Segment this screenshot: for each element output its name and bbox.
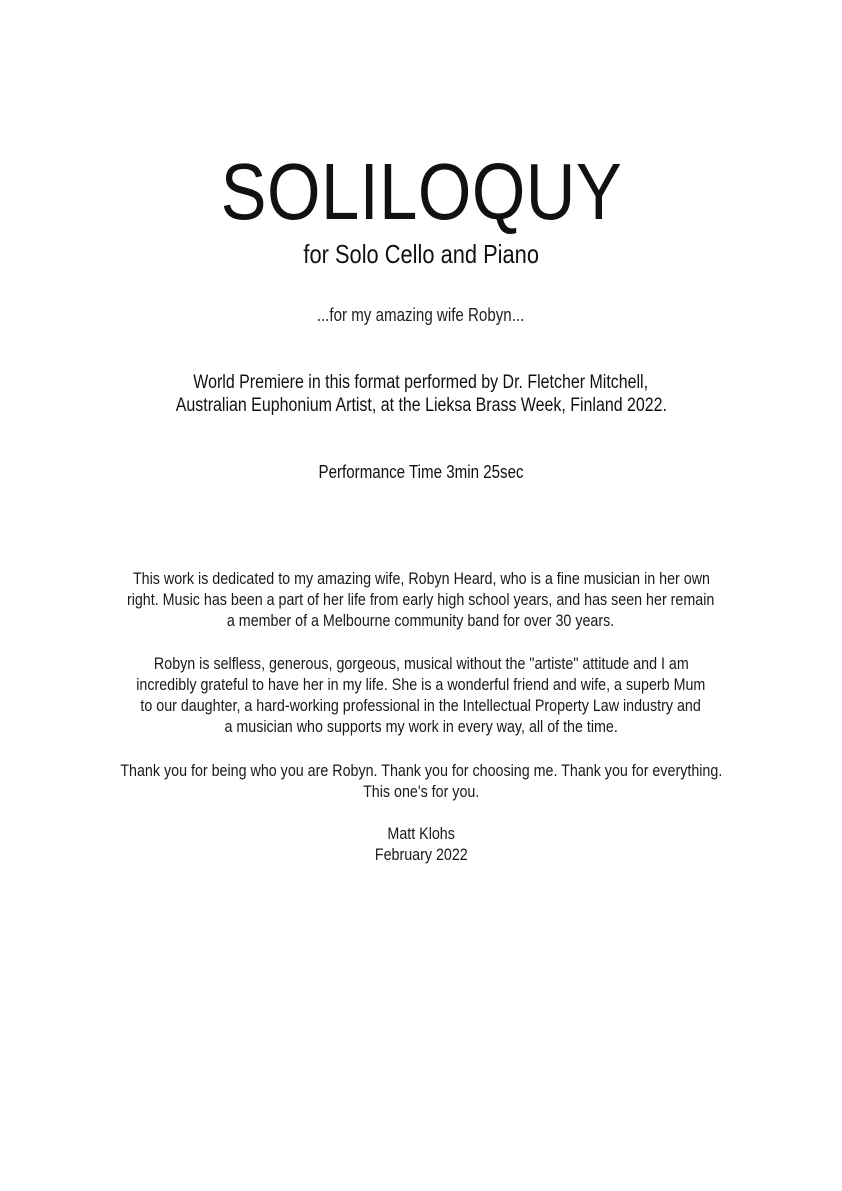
performance-time bbox=[0, 461, 842, 483]
paragraph-line bbox=[0, 760, 842, 781]
instrumentation-subtitle bbox=[0, 238, 842, 270]
paragraph-line bbox=[0, 568, 842, 589]
paragraph-line bbox=[0, 653, 842, 674]
score-title bbox=[0, 147, 842, 236]
signature-name-text: Matt Klohs bbox=[387, 824, 455, 843]
paragraph-line-text: incredibly grateful to have her in my life. She is a wonderful friend and wife, a superb Mum bbox=[136, 675, 706, 694]
signature-date bbox=[0, 844, 842, 865]
paragraph-line-text: right. Music has been a part of her life from early high school years, and has seen her remain bbox=[127, 590, 715, 609]
signature-date-text: February 2022 bbox=[374, 845, 468, 864]
signature-name bbox=[0, 823, 842, 844]
paragraph-line bbox=[0, 589, 842, 610]
paragraph-line bbox=[0, 716, 842, 737]
paragraph-line-text: This work is dedicated to my amazing wife, Robyn Heard, who is a fine musician in her own bbox=[132, 569, 710, 588]
paragraph-line-text: Robyn is selfless, generous, gorgeous, musical without the "artiste" attitude and I am bbox=[153, 654, 689, 673]
paragraph-line-text: a musician who supports my work in every way, all of the time. bbox=[224, 717, 618, 736]
paragraph-line bbox=[0, 610, 842, 631]
paragraph-line bbox=[0, 674, 842, 695]
premiere-line-text: Australian Euphonium Artist, at the Lieksa Brass Week, Finland 2022. bbox=[175, 395, 667, 416]
paragraph-line bbox=[0, 695, 842, 716]
premiere-line bbox=[0, 394, 842, 417]
premiere-line-text: World Premiere in this format performed by Dr. Fletcher Mitchell, bbox=[193, 372, 649, 393]
performance-time-text: Performance Time 3min 25sec bbox=[318, 462, 524, 482]
score-title-text: SOLILOQUY bbox=[220, 147, 622, 236]
paragraph-line bbox=[0, 781, 842, 802]
paragraph-line-text: This one's for you. bbox=[362, 782, 480, 801]
paragraph-line-text: a member of a Melbourne community band for over 30 years. bbox=[227, 611, 615, 630]
premiere-line bbox=[0, 371, 842, 394]
dedication-inscription bbox=[0, 304, 842, 326]
inscription-text: ...for my amazing wife Robyn... bbox=[317, 305, 525, 325]
subtitle-text: for Solo Cello and Piano bbox=[303, 239, 539, 269]
paragraph-line-text: to our daughter, a hard-working professional in the Intellectual Property Law industry and bbox=[140, 696, 702, 715]
paragraph-line-text: Thank you for being who you are Robyn. Thank you for choosing me. Thank you for everything. bbox=[120, 761, 722, 780]
